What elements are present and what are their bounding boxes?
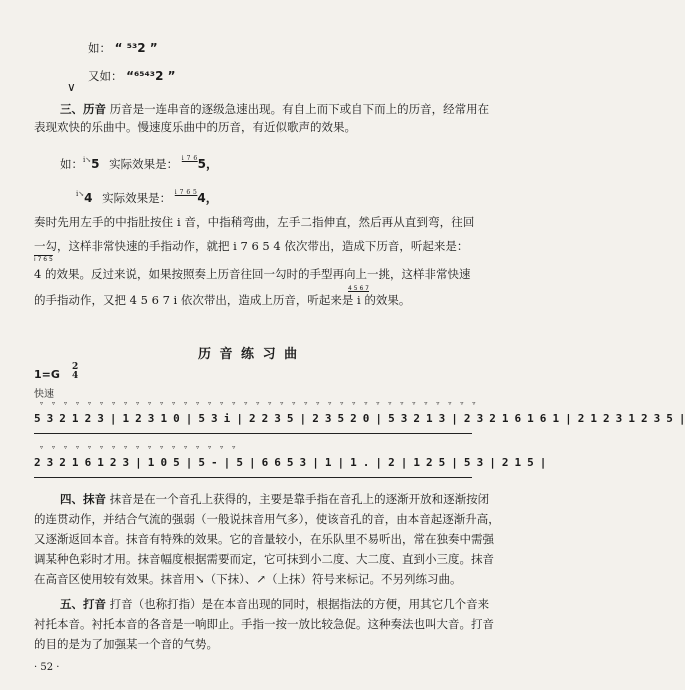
- time-signature-top: 2: [72, 362, 79, 372]
- grace-example-2-note: 4: [84, 191, 93, 205]
- breath-mark-icon: ∨: [67, 80, 76, 94]
- section-4-line-4: 调某种色彩时才用。抹音幅度根据需要而定，它可抹到小二度、大二度、直到小三度。抹音: [34, 552, 494, 566]
- etude-row-1-grace-marks: ▿▿▿▿▿▿▿▿▿▿▿▿▿▿▿▿▿▿▿▿▿▿▿▿▿▿▿▿▿▿▿▿▿▿▿▿▿: [40, 400, 485, 407]
- etude-row-2-underline: [34, 477, 472, 478]
- example-2-prefix: 又如：: [88, 69, 123, 83]
- page-number: · 52 ·: [34, 662, 60, 673]
- section-3-text: 历音是一连串音的逐级急速出现。有自上而下或自下而上的历音，经常用在: [109, 102, 490, 116]
- grace-example-2: $^{i↘}$4 实际效果是： $^{i 7 6 5}$4，: [76, 189, 218, 205]
- time-signature-bottom: 4: [72, 371, 79, 381]
- grace-example-1-note: 5: [91, 157, 100, 171]
- etude-row-2-grace-marks: ▿▿▿▿▿▿▿▿▿▿▿▿▿▿▿▿▿: [40, 444, 245, 451]
- grace-example-1-label: 实际效果是：: [109, 157, 179, 171]
- section-3-line-2: 表现欢快的乐曲中。慢速度乐曲中的历音，有近似歌声的效果。: [34, 120, 356, 134]
- grace-example-2-label: 实际效果是：: [102, 191, 172, 205]
- section-4-text: 抹音是在一个音孔上获得的，主要是靠手指在音孔上的逐渐开放和逐渐按闭: [109, 492, 490, 506]
- section-3-grace-mark: i 7 6 5: [34, 256, 53, 263]
- example-1-prefix: 如：: [88, 41, 111, 55]
- section-3-line-1: [60, 101, 489, 118]
- section-5-line-2: 衬托本音。衬托本音的各音是一响即止。手指一按一放比较急促。这种奏法也叫大音。打音: [34, 617, 494, 631]
- grace-example-2-effect: 4，: [197, 191, 218, 205]
- etude-row-2: 2 3 2 1 6 1 2 3 | 1 0 5 | 5 - | 5 | 6 6 5 3 | 1 | 1 . | 2 | 1 2 5 | 5 3 | 2 1 5 |: [34, 456, 547, 469]
- etude-row-1: 5 3 2 1 2 3 | 1 2 3 1 0 | 5 3 i | 2 2 3 5 | 2 3 5 2 0 | 5 3 2 1 3 | 2 3 2 1 6 1 6 1 | 2 1 2 3 1 2 3 5 |: [34, 412, 685, 425]
- section-3-para-2-line-1: 奏时先用左手的中指肚按住 i 音，中指稍弯曲，左手二指伸直，然后再从直到弯，往回: [34, 215, 475, 229]
- section-4-line-5: 在高音区使用较有效果。抹音用↘（下抹）、↗（上抹）符号来标记。不另列练习曲。: [34, 572, 462, 586]
- section-5-heading: 五、打音: [60, 597, 106, 611]
- section-4-line-2: 的连贯动作，并结合气流的强弱（一般说抹音用气多），使该音孔的音，由本音起逐渐升高，: [34, 512, 500, 526]
- section-3-para-2-line-4: 的手指动作，又把 4 5 6 7 i 依次带出，造成上历音，听起来是 i 的效果。: [34, 293, 411, 307]
- section-4-line-3: 又逐渐返回本音。抹音有特殊的效果。它的音量较小，在乐队里不易听出，常在独奏中需强: [34, 532, 494, 546]
- example-2-notation: “⁶⁵⁴³2 ”: [126, 69, 176, 83]
- section-5-text: 打音（也称打指）是在本音出现的同时，根据指法的方便，用其它几个音来: [109, 597, 490, 611]
- section-5-line-3: 的目的是为了加强某一个音的气势。: [34, 637, 218, 651]
- grace-example-1-prefix: 如：: [60, 157, 83, 171]
- section-4-line-1: [60, 491, 489, 508]
- section-3-para-2-line-2: 一勾，这样非常快速的手指动作，就把 i 7 6 5 4 依次带出，造成下历音，听起来是：: [34, 239, 469, 253]
- etude-title: 历 音 练 习 曲: [198, 347, 300, 362]
- section-3-up-grace-notes: 4 5 6 7: [348, 285, 369, 292]
- section-5-line-1: [60, 596, 489, 613]
- grace-example-1-effect: 5，: [197, 157, 219, 171]
- example-1-notation: “ ⁵³2 ”: [114, 41, 158, 55]
- section-3-para-2-line-3: 4 的效果。反过来说，如果按照奏上历音往回一勾时的手型再向上一挑，这样非常快速: [34, 267, 471, 281]
- etude-time-signature: [72, 363, 78, 381]
- etude-row-1-underline: [34, 433, 472, 434]
- grace-example-1-effect-notes: i 7 6: [181, 155, 198, 162]
- example-line-1: [88, 40, 158, 57]
- grace-example-1: 如：$^{i↘}$5 实际效果是： $^{i 7 6}$5，: [60, 155, 219, 171]
- section-4-heading: 四、抹音: [60, 492, 106, 506]
- etude-tempo: 快速: [34, 389, 54, 400]
- example-line-2: [88, 68, 175, 85]
- grace-example-2-effect-notes: i 7 6 5: [174, 189, 198, 196]
- section-3-heading: 三、历音: [60, 102, 106, 116]
- etude-key: 1=G: [34, 368, 60, 381]
